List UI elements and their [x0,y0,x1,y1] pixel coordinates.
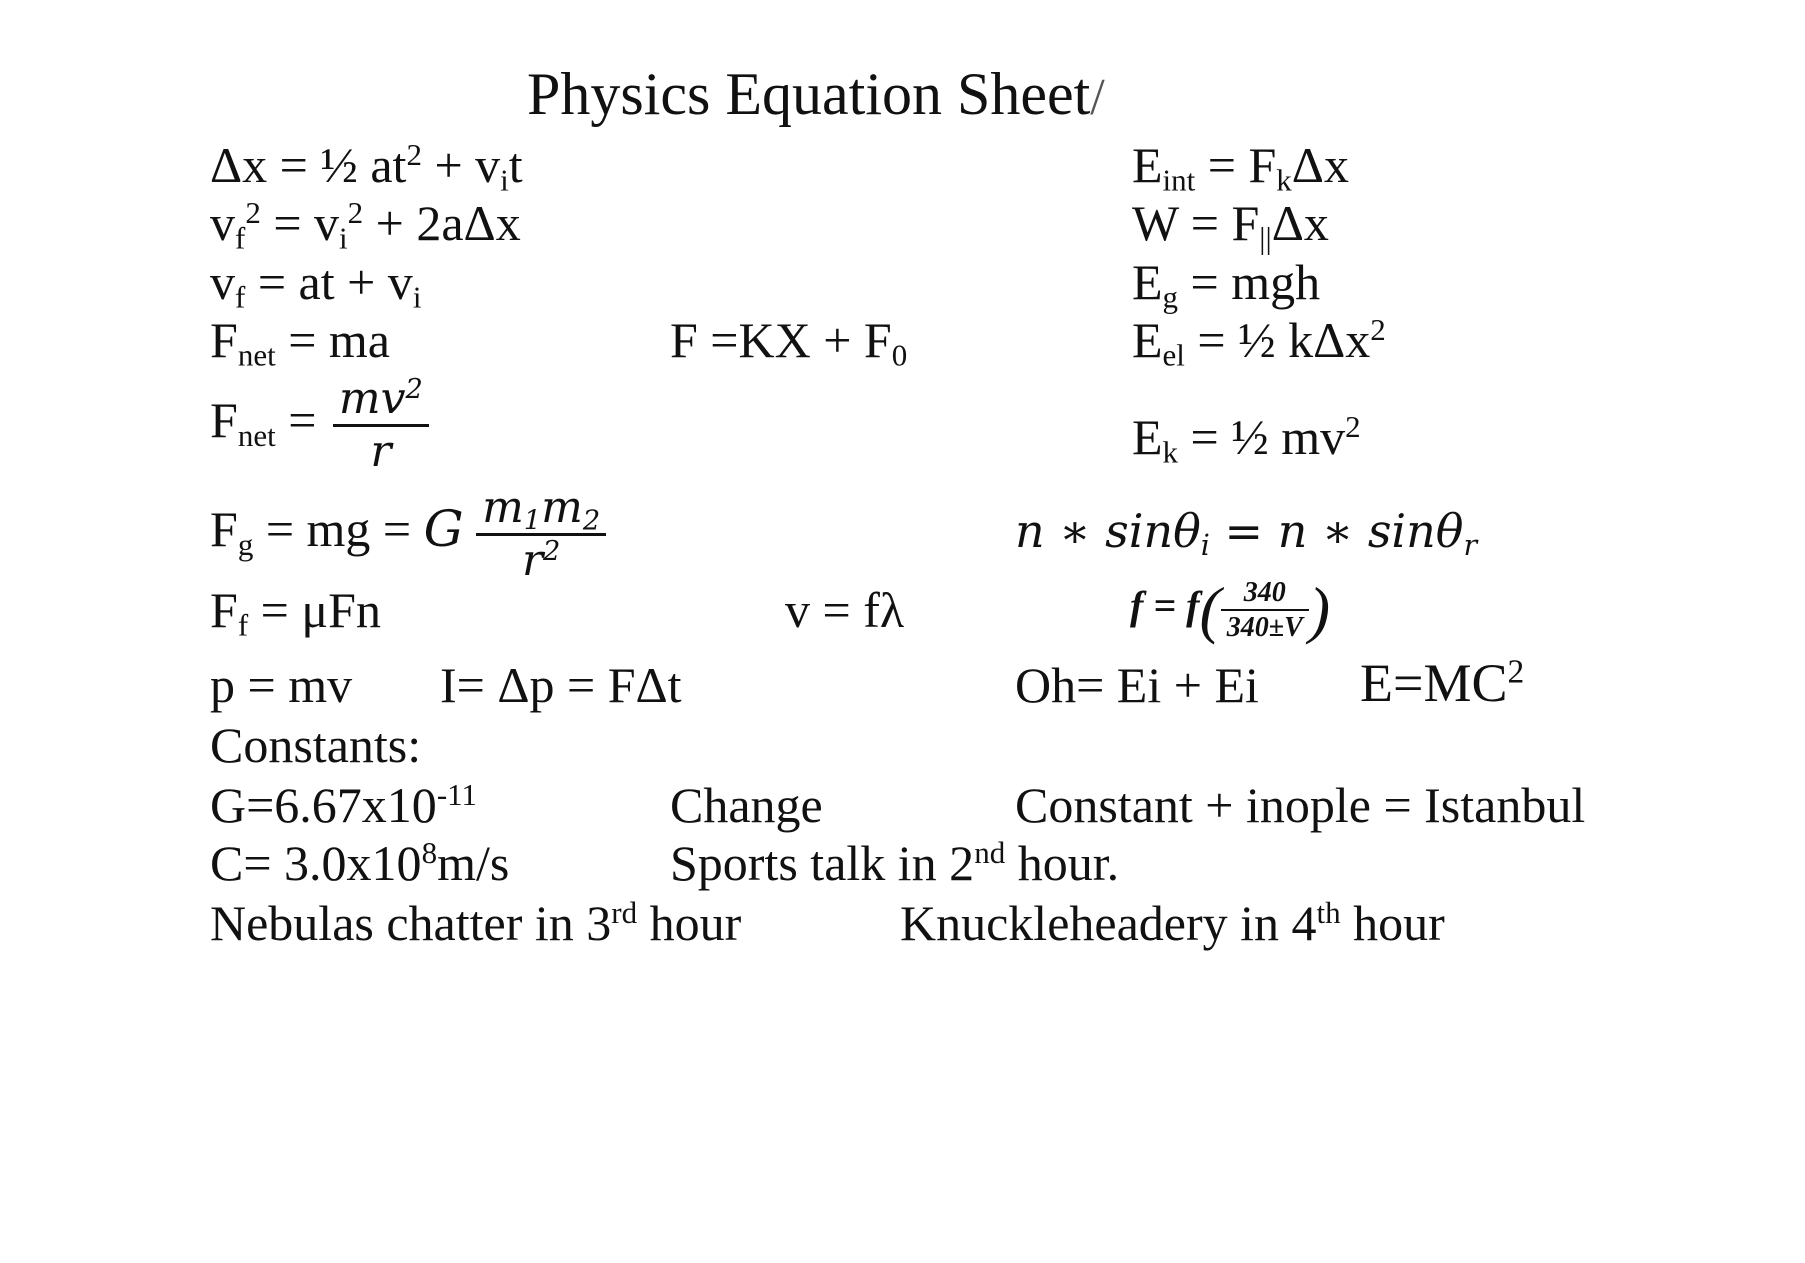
kinematics-eq-1: Δx = ½ $at^2 + v_it$ [210,136,523,198]
spring-force-eq: $F =KX + F_0$ [670,312,908,373]
impulse-eq: I= Δp = FΔt [440,657,682,713]
sports-talk-text: Sports talk in 2nd hour. [670,834,1120,891]
cursor-mark: / [1090,69,1105,126]
kinetic-energy-eq: $E_k$ = ½ $mv^2$ [1132,408,1361,470]
friction-force: $F_f = \mu Fn$ [210,582,381,643]
work-eq: $W = F_{||}\Delta x$ [1132,195,1329,256]
knuckleheadery-text: Knuckleheadery in 4th hour [900,894,1445,951]
gravity-force: $F_g$ = mg = G $\frac{m_1m_2}{r^2}$ [210,485,606,584]
newton-second-law: $F_{net}$ = ma [210,312,390,373]
momentum-eq: p = mv [210,657,353,713]
speed-of-light: $C= 3.0x10^8m/s$ [210,834,510,891]
page-title: Physics Equation Sheet/ [527,61,1105,127]
change-text: Change [670,777,823,833]
gravitational-constant: $G=6.67x10^{-11}$ [210,776,477,833]
kinematics-eq-2: $v_f^2 = v_i^2 + 2a\Delta x$ [210,194,521,256]
wave-speed-eq: v = fλ [785,582,905,638]
doppler-eq: f = f( $\frac{340}{340\pm V}$ ) [1130,574,1331,645]
elastic-energy-eq: $E_{el}$ = ½ kΔx$^2$ [1132,311,1386,373]
internal-energy-eq: $E_{int} = F_k\Delta x$ [1132,137,1349,198]
snell-law-eq: n ∗ sinθ$_i$ = n ∗ sinθ$_r$ [1015,504,1478,562]
oh-eq: Oh= Ei + Ei [1015,657,1259,713]
istanbul-text: Constant + inople = Istanbul [1015,777,1586,833]
mass-energy-eq: $E=MC^2$ [1360,653,1525,713]
centripetal-force: $F_{net}$ = $\frac{mv^2}{r}$ [210,376,429,475]
gravitational-energy-eq: $E_g$ = mgh [1132,254,1321,315]
kinematics-eq-3: $v_f$ = at + $v_i$ [210,254,422,315]
nebulas-text: Nebulas chatter in 3rd hour [210,894,742,951]
constants-heading: Constants: [210,717,422,773]
